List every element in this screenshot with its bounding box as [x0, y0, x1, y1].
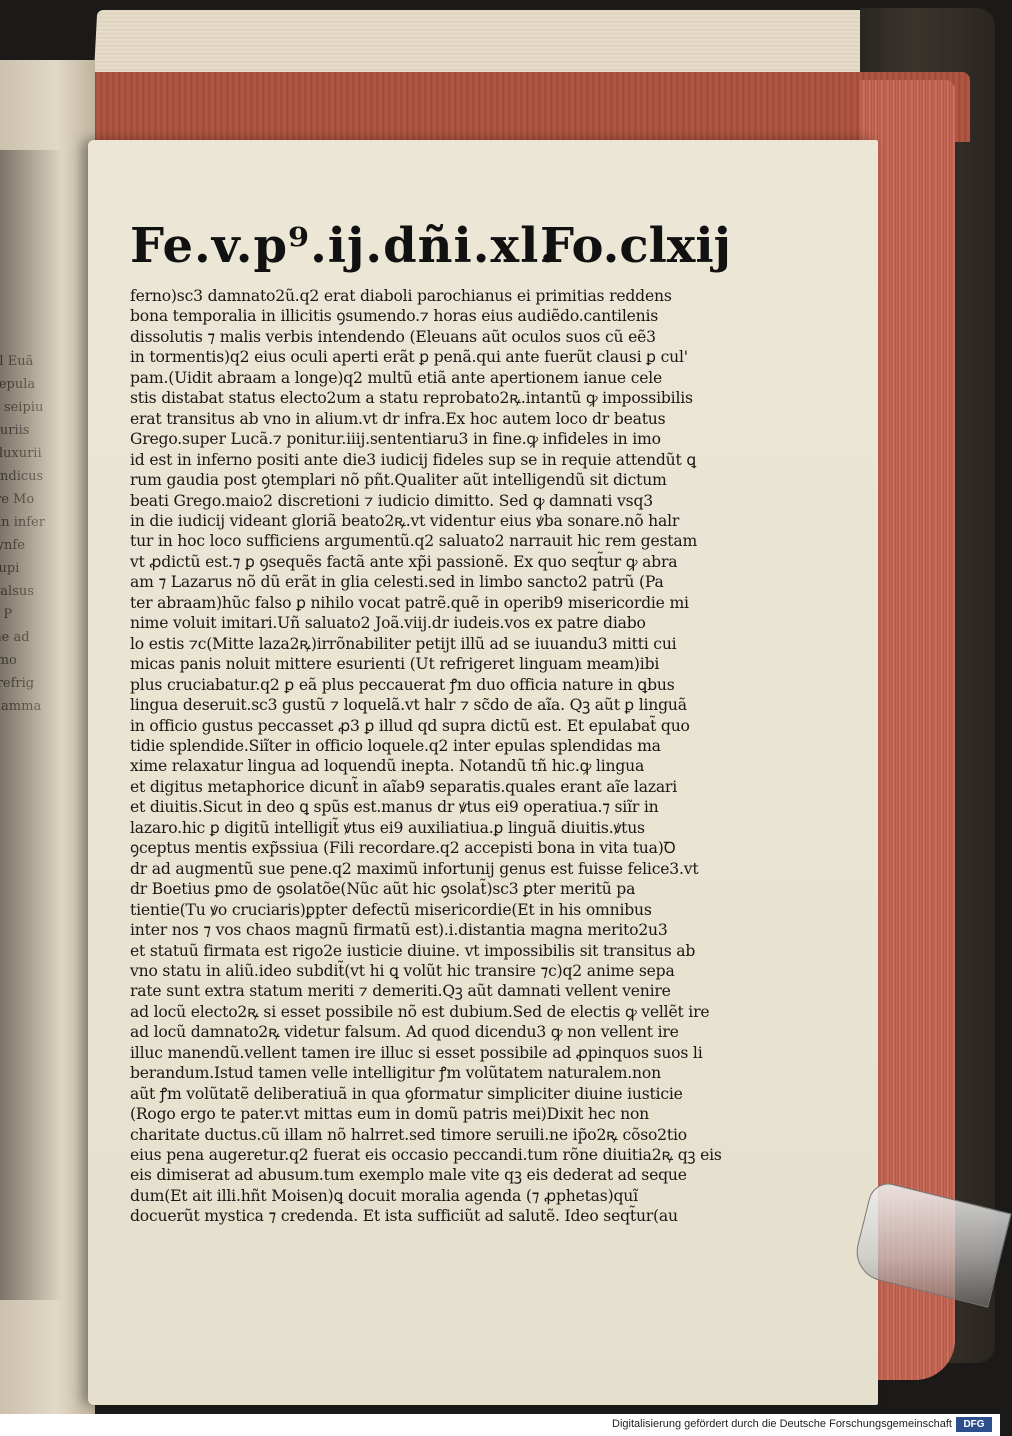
text-line: illuc manendũ.vellent tamen ire illuc si esset possibile ad ꝓpinquos suos li	[130, 1043, 703, 1062]
text-line: tidie splendide.Siĩter in officio loquele.q2 inter epulas splendidas ma	[130, 736, 661, 755]
text-line: bona temporalia in illicitis ꝯsumendo.⁊ horas eius audiẽdo.cantilenis	[130, 307, 659, 326]
text-line: docuerũt mystica ⁊ credenda. Et ista sufficiũt ad salutẽ. Ideo seqt̃ur(au	[130, 1207, 678, 1226]
text-line: lingua deseruit.sc3 gustũ ⁊ loquelã.vt halr ⁊ sc̃do de aĩa. Qꝫ aũt ꝑ linguã	[130, 696, 687, 715]
text-line: id est in inferno positi ante die3 iudicij fideles sup se in requie attendũt ꝗ	[130, 450, 697, 469]
text-line: aũt ꝭm volũtatẽ deliberatiuã in qua ꝯformatur simpliciter diuine iusticie	[130, 1084, 683, 1103]
text-line: (Rogo ergo te pater.vt mittas eum in domũ patris mei)Dixit hec non	[130, 1105, 649, 1124]
text-line: ad locũ damnato2ꝶ videtur falsum. Ad quod dicendu3 ꝙ non vellent ire	[130, 1023, 679, 1042]
text-line: dissolutis ⁊ malis verbis intendendo (Eleuans aũt oculos suos cũ eẽ3	[130, 327, 656, 346]
text-line: dr Boetius ꝑmo de ꝯsolatõe(Nũc aũt hic ꝯsolat̃)sc3 ꝑter meritũ pa	[130, 880, 636, 899]
text-line: lo estis ⁊c(Mitte laza2ꝶ)irrõnabiliter petijt illũ ad se iuuandu3 mitti cui	[130, 634, 677, 653]
text-line: in die iudicij videant gloriã beato2ꝶ.vt videntur eius ꝟba sonare.nõ halr	[130, 511, 680, 530]
page-header	[130, 218, 730, 278]
text-line: inter nos ⁊ vos chaos magnũ firmatũ est).i.distantia magna merito2u3	[130, 921, 668, 940]
text-line: ꝯceptus mentis exp̃ssiua (Fili recordare.q2 accepisti bona in vita tua)Ꝺ	[130, 839, 676, 858]
red-page-edge-top	[30, 72, 970, 142]
text-line: in tormentis)q2 eius oculi aperti erãt ꝑ penã.qui ante fuerũt clausi ꝑ cul'	[130, 348, 688, 367]
text-line: et diuitis.Sicut in deo ꝗ spũs est.manus dr ꝟtus ei9 operatiua.⁊ siĩr in	[130, 798, 659, 817]
text-line: tientie(Tu ꝟo cruciaris)ꝑpter defectũ misericordie(Et in his omnibus	[130, 900, 652, 919]
text-line: charitate ductus.cũ illam nõ halrret.sed timore seruili.ne ip̃o2ꝶ cõso2tio	[130, 1125, 687, 1144]
text-line: vt ꝓdictũ est.⁊ ꝑ ꝯsequẽs factã ante xp̃i passionẽ. Ex quo seqt̃ur ꝙ abra	[130, 552, 678, 571]
folio-number: Fo.clxij	[540, 218, 732, 274]
page-body-text	[130, 286, 742, 1227]
text-line: et statuũ firmata est rigo2e iusticie diuine. vt impossibilis sit transitus ab	[130, 941, 696, 960]
text-line: pam.(Uidit abraam a longe)q2 multũ etiã ante apertionem ianue cele	[130, 368, 663, 387]
text-line: dum(Et ait illi.hñt Moisen)ꝗ docuit moralia agenda (⁊ ꝓphetas)quĩ	[130, 1186, 638, 1205]
text-line: plus cruciabatur.q2 ꝑ eã plus peccauerat ꝭm duo officia nature in ꝗbus	[130, 675, 675, 694]
text-line: am ⁊ Lazarus nõ dũ erãt in glia celesti.sed in limbo sancto2 patrũ (Pa	[130, 573, 664, 592]
text-line: erat transitus ab vno in alium.vt dr infra.Ex hoc autem loco dr beatus	[130, 409, 666, 428]
text-line: vno statu in aliũ.ideo subdit̃(vt hi ꝗ volũt hic transire ⁊c)q2 anime sepa	[130, 961, 675, 980]
dfg-logo: DFG	[956, 1417, 992, 1432]
text-line: ferno)sc3 damnato2ũ.q2 erat diaboli parochianus ei primitias reddens	[130, 287, 672, 305]
text-line: dr ad augmentũ sue pene.q2 maximũ infortunij genus est fuisse felice3.vt	[130, 859, 699, 878]
text-line: et digitus metaphorice dicunt̃ in aĩab9 separatis.quales erant aĩe lazari	[130, 777, 677, 796]
text-line: stis distabat status electo2um a statu reprobato2ꝶ.intantũ ꝙ impossibilis	[130, 389, 693, 408]
digitization-credit: Digitalisierung gefördert durch die Deutsche Forschungsgemeinschaft	[612, 1418, 952, 1430]
text-line: eis dimiserat ad abusum.tum exemplo male vite qꝫ eis dederat ad seque	[130, 1166, 687, 1185]
text-line: ter abraam)hũc falso ꝑ nihilo vocat patrẽ.quẽ in operib9 misericordie mi	[130, 593, 689, 612]
text-line: rum gaudia post ꝯtemplari nõ pñt.Qualiter aũt intelligendũ sit dictum	[130, 471, 667, 490]
text-line: in officio gustus peccasset ꝓ3 ꝑ illud qd supra dictũ est. Et epulabat̃ quo	[130, 716, 690, 735]
text-line: tur in hoc loco sufficiens argumentũ.q2 saluato2 narrauit hic rem gestam	[130, 532, 698, 551]
text-line: xime relaxatur lingua ad loquendũ inepta. Notandũ tñ hic.ꝙ lingua	[130, 757, 645, 776]
text-line: nime voluit imitari.Uñ saluato2 Joã.viij.dr iudeis.vos ex patre diabo	[130, 614, 646, 633]
text-line: rate sunt extra statum meriti ⁊ demeriti.Qꝫ aũt damnati vellent venire	[130, 982, 671, 1001]
text-line: eius pena augeretur.q2 fuerat eis occasio peccandi.tum rõne diuitia2ꝶ qꝫ eis	[130, 1146, 722, 1165]
text-line: Grego.super Lucã.⁊ ponitur.iiij.sententiaru3 in fine.ꝙ infideles in imo	[130, 430, 661, 449]
text-line: micas panis noluit mittere esurienti (Ut refrigeret linguam meam)ibi	[130, 655, 660, 674]
text-line: berandum.Istud tamen velle intelligitur ꝭm volũtatem naturalem.non	[130, 1064, 661, 1083]
text-line: beati Grego.maio2 discretioni ⁊ iudicio dimitto. Sed ꝙ damnati vsq3	[130, 491, 653, 510]
gutter-shadow	[0, 150, 60, 1300]
text-line: lazaro.hic ꝑ digitũ intelligit̃ ꝟtus ei9 auxiliatiua.ꝑ linguã diuitis.ꝟtus	[130, 818, 645, 837]
text-line: ad locũ electo2ꝶ si esset possibile nõ est dubium.Sed de electis ꝙ vellẽt ire	[130, 1002, 710, 1021]
running-head: Fe.v.p⁹.ij.dñi.xl.	[130, 218, 558, 274]
footer-bar	[0, 1414, 1000, 1436]
